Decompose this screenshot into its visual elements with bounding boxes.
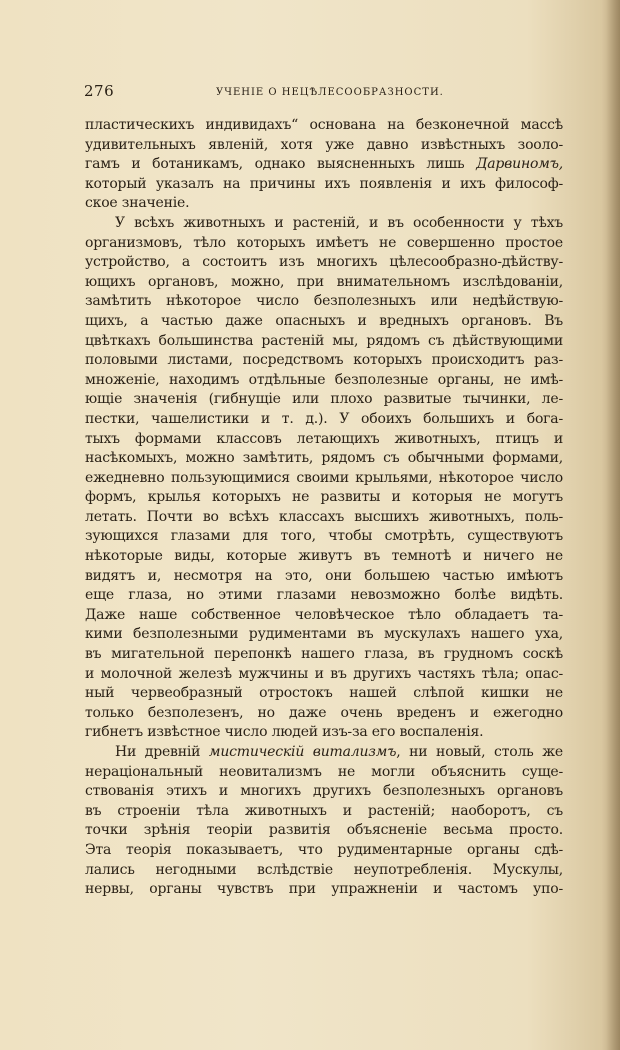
text-line: нервы, органы чувствъ при упражненіи и частомъ упо- [85,881,563,898]
text-line: замѣтить нѣкоторое число безполезныхъ или недѣйствую- [85,293,563,310]
text-line: насѣкомыхъ, можно замѣтить, рядомъ съ обычными формами, [85,450,563,467]
text-line: и молочной железѣ мужчины и въ другихъ частяхъ тѣла; опас- [85,665,563,682]
text-line: устройство, а состоитъ изъ многихъ цѣлесообразно-дѣйству- [85,254,563,271]
text-line: гибнетъ извѣстное число людей изъ-за его воспаленія. [85,724,484,741]
text-line: который указалъ на причины ихъ появленія и ихъ философ- [85,175,563,192]
text-line: половыми листами, посредствомъ которыхъ происходитъ раз- [85,352,563,369]
text-line: зующихся глазами для того, чтобы смотрѣть, существуютъ [85,528,563,545]
paragraph-first-line [85,743,563,763]
text-line: щихъ, а частью даже опасныхъ и вредныхъ органовъ. Въ [85,312,563,329]
text-line [85,155,563,175]
text-line: нераціональный неовитализмъ не могли объяснить суще- [85,763,563,780]
text-line: еще глаза, но этими глазами невозможно болѣе видѣть. [85,587,563,604]
italic-name-darwin: Дарвиномъ, [476,156,563,173]
text-line: ствованія этихъ и многихъ другихъ безполезныхъ органовъ [85,783,563,800]
text-line: Даже наше собственное человѣческое тѣло обладаетъ та- [85,606,563,623]
text-line: кими безполезными рудиментами въ мускулахъ нашего уха, [85,626,563,643]
text-line: ское значеніе. [85,195,190,212]
text-line: цвѣткахъ большинства растеній мы, рядомъ съ дѣйствующими [85,332,563,349]
body-text [85,116,563,900]
text-line: ющіе значенія (гибнущіе или плохо развитые тычинки, ле- [85,391,563,408]
text-line: точки зрѣнія теоріи развитія объясненіе весьма просто. [85,822,563,839]
text-segment: гамъ и ботаникамъ, однако выясненныхъ лишь [85,156,477,173]
text-segment: Ни древній [115,744,209,760]
italic-term-mystic-vitalism: мистическій витализмъ [208,744,397,760]
page-number: 276 [84,82,115,100]
text-line: удивительныхъ явленій, хотя уже давно извѣстныхъ зооло- [85,136,563,153]
text-line: ющихъ органовъ, можно, при внимательномъ изслѣдованіи, [85,273,563,290]
text-line: лались негодными вслѣдствіе неупотребленія. Мускулы, [85,861,563,878]
text-line: въ строеніи тѣла животныхъ и растеній; наоборотъ, съ [85,802,563,819]
text-line: тыхъ формами классовъ летающихъ животныхъ, птицъ и [85,430,563,447]
text-segment: , ни новый, столь же [396,744,563,760]
text-line: только безполезенъ, но даже очень вреденъ и ежегодно [85,704,563,721]
text-line: ежедневно пользующимися своими крыльями, нѣкоторое число [85,469,563,486]
text-line: пластическихъ индивидахъ“ основана на безконечной массѣ [85,117,563,133]
text-line: формъ, крылья которыхъ не развиты и которыя не могутъ [85,489,563,506]
text-line: видятъ и, несмотря на это, они большею частью имѣютъ [85,567,563,584]
text-line: летать. Почти во всѣхъ классахъ высшихъ животныхъ, поль- [85,508,563,525]
text-line: пестки, чашелистики и т. д.). У обоихъ большихъ и бога- [85,410,563,427]
text-line: множеніе, находимъ отдѣльные безполезные органы, не имѣ- [85,371,563,388]
text-line: ный червеобразный отростокъ нашей слѣпой кишки не [85,685,563,702]
running-title: УЧЕНІЕ О НЕЦѢЛЕСООБРАЗНОСТИ. [216,87,444,98]
page-edge-shadow [606,0,620,1050]
paragraph-first-line: У всѣхъ животныхъ и растеній, и въ особенности у тѣхъ [115,214,563,231]
text-line: нѣкоторые виды, которые живутъ въ темнотѣ и ничего не [85,548,563,565]
text-line: Эта теорія показываетъ, что рудиментарные органы сдѣ- [85,841,563,858]
text-line: въ мигательной перепонкѣ нашего глаза, въ грудномъ соскѣ [85,646,563,663]
text-line: организмовъ, тѣло которыхъ имѣетъ не совершенно простое [85,234,563,251]
